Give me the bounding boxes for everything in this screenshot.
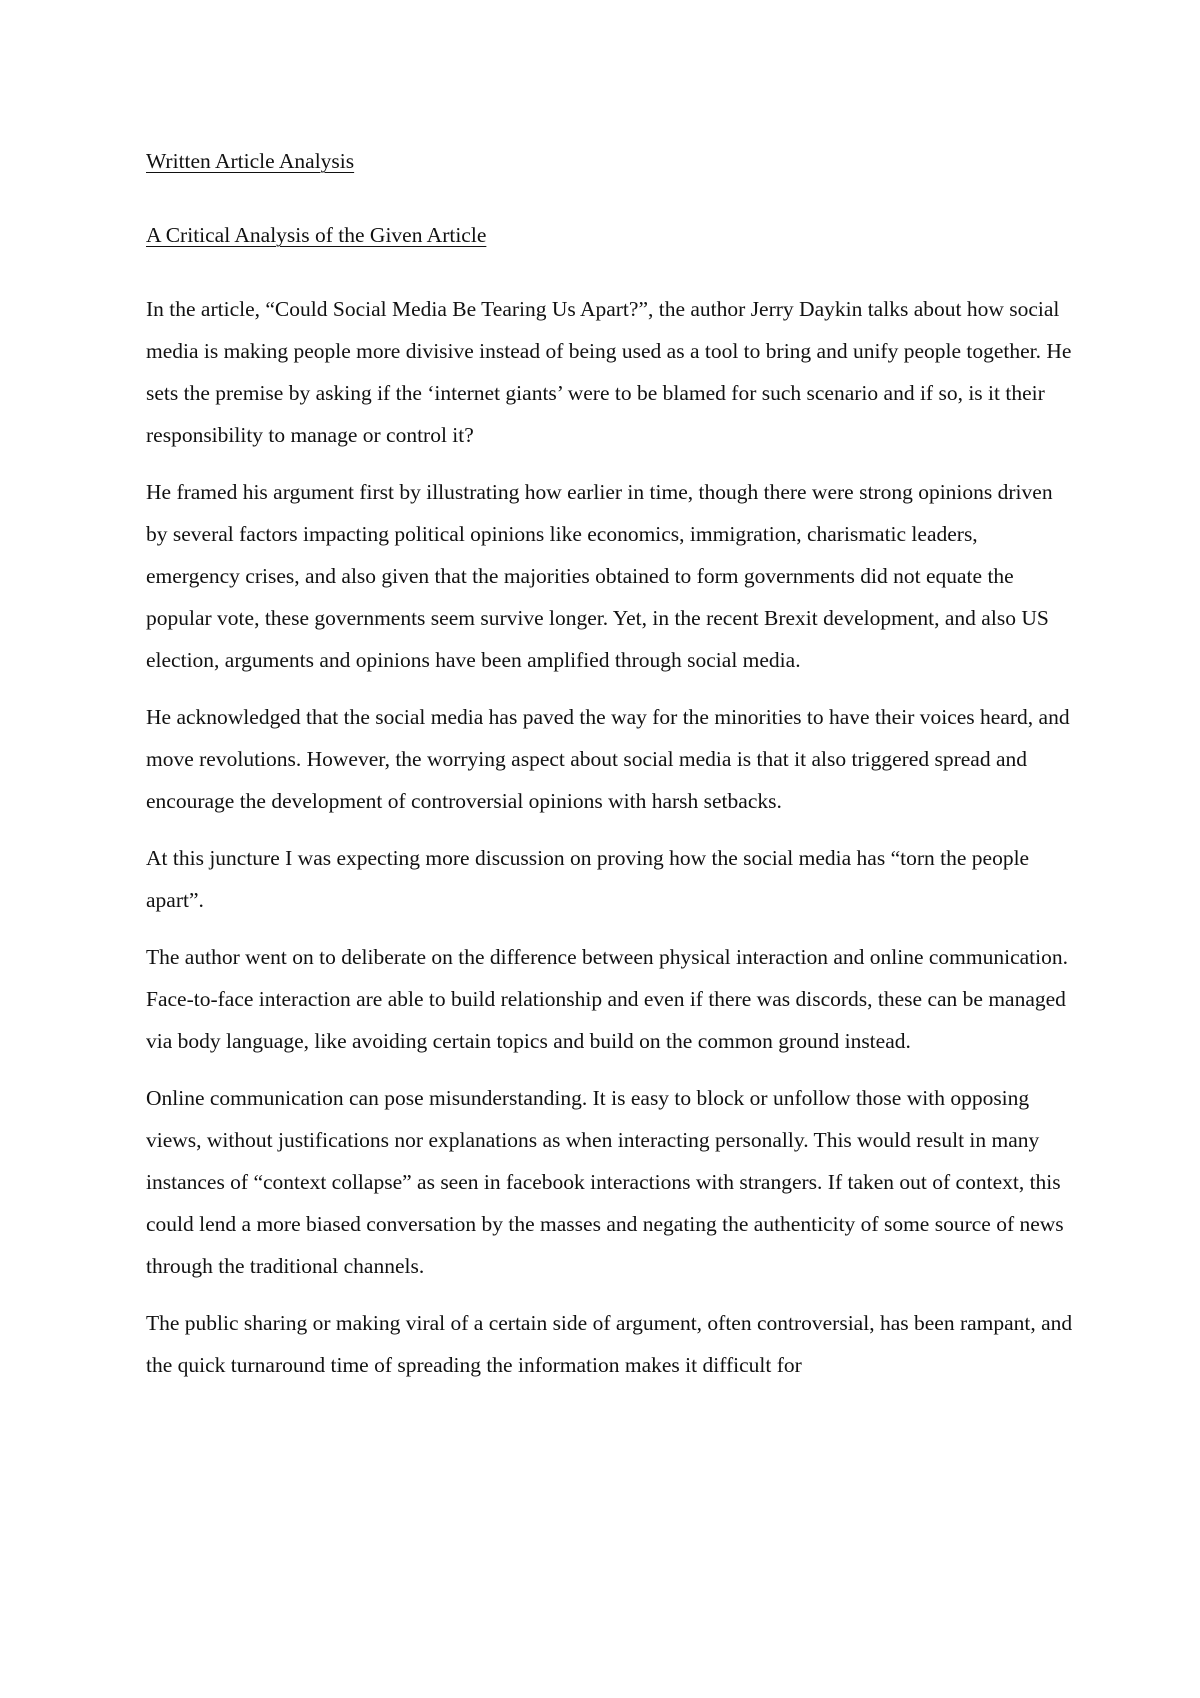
- paragraph-physical-vs-online: The author went on to deliberate on the difference between physical interaction and online communication. Face-to-face interaction are able to build relationship and even if there was discords, these can be managed via body language, like avoiding certain topics and build on the common ground instead.: [146, 945, 1068, 1053]
- paragraph-minorities-voices: He acknowledged that the social media has paved the way for the minorities to have their voices heard, and move revolutions. However, the worrying aspect about social media is that it also triggered spread and encourage the development of controversial opinions with harsh setbacks.: [146, 705, 1070, 813]
- paragraph-online-misunderstanding: Online communication can pose misunderstanding. It is easy to block or unfollow those with opposing views, without justifications nor explanations as when interacting personally. This would result in many instances of “context collapse” as seen in facebook interactions with strangers. If taken out of context, this could lend a more biased conversation by the masses and negating the authenticity of some source of news through the traditional channels.: [146, 1086, 1064, 1278]
- document-body: [146, 140, 1076, 1401]
- document-subtitle: A Critical Analysis of the Given Article: [146, 223, 487, 247]
- paragraph-intro: In the article, “Could Social Media Be Tearing Us Apart?”, the author Jerry Daykin talks about how social media is making people more divisive instead of being used as a tool to bring and unify people together. He sets the premise by asking if the ‘internet giants’ were to be blamed for such scenario and if so, is it their responsibility to manage or control it?: [146, 297, 1072, 447]
- document-title: Written Article Analysis: [146, 149, 355, 173]
- paragraph-argument-framing: He framed his argument first by illustrating how earlier in time, though there were strong opinions driven by several factors impacting political opinions like economics, immigration, charismatic leaders, emergency crises, and also given that the majorities obtained to form governments did not equate the popular vote, these governments seem survive longer. Yet, in the recent Brexit development, and also US election, arguments and opinions have been amplified through social media.: [146, 480, 1053, 672]
- paragraph-public-sharing: The public sharing or making viral of a certain side of argument, often controversial, has been rampant, and the quick turnaround time of spreading the information makes it difficult for: [146, 1311, 1073, 1377]
- paragraph-expectation: At this juncture I was expecting more discussion on proving how the social media has “torn the people apart”.: [146, 846, 1030, 912]
